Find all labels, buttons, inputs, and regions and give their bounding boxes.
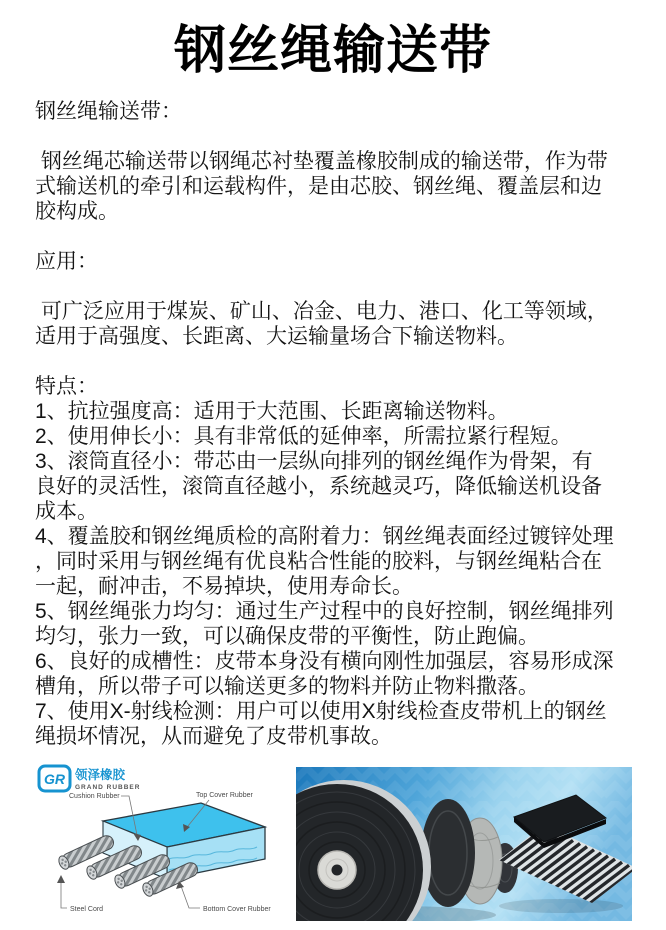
text-line: 钢丝绳芯输送带以钢绳芯衬垫覆盖橡胶制成的输送带，作为带 — [35, 150, 608, 173]
belt-structure-diagram-image — [33, 763, 288, 925]
diagram-label-cushion-rubber: Cushion Rubber — [69, 793, 120, 800]
text-line: 胶构成。 — [35, 200, 119, 223]
application-label — [35, 249, 643, 274]
text-line: 7、使用X-射线检测：用户可以使用X射线检查皮带机上的钢丝 — [35, 700, 607, 723]
text-line: 绳损坏情况，从而避免了皮带机事故。 — [35, 725, 392, 748]
logo-english-name: GRAND RUBBER — [75, 784, 141, 791]
text-line: ，同时采用与钢丝绳有优良粘合性能的胶料，与钢丝绳粘合在 — [35, 550, 602, 573]
text-line: 6、良好的成槽性：皮带本身没有横向刚性加强层，容易形成深 — [35, 650, 614, 673]
text-line: 应用： — [35, 250, 98, 273]
text-line: 2、使用伸长小：具有非常低的延伸率，所需拉紧行程短。 — [35, 425, 572, 448]
text-line: 3、滚筒直径小：带芯由一层纵向排列的钢丝绳作为骨架，有 — [35, 450, 593, 473]
text-line: 适用于高强度、长距离、大运输量场合下输送物料。 — [35, 325, 518, 348]
logo-monogram: GR — [44, 771, 65, 787]
text-line: 均匀，张力一致，可以确保皮带的平衡性，防止跑偏。 — [35, 625, 539, 648]
text-line: 特点： — [35, 375, 98, 398]
logo-chinese-name: 领泽橡胶 — [75, 768, 126, 782]
conveyor-belt-photo — [296, 767, 632, 921]
diagram-label-top-cover-rubber: Top Cover Rubber — [196, 792, 253, 799]
text-line: 1、抗拉强度高：适用于大范围、长距离输送物料。 — [35, 400, 509, 423]
text-line: 可广泛应用于煤炭、矿山、冶金、电力、港口、化工等领域， — [35, 300, 608, 323]
text-line: 钢丝绳输送带： — [35, 100, 182, 123]
images-row — [0, 763, 666, 923]
body-text — [35, 99, 643, 749]
intro-label — [35, 99, 643, 124]
grand-rubber-logo-icon — [39, 766, 140, 791]
text-line: 槽角，所以带子可以输送更多的物料并防止物料撒落。 — [35, 675, 539, 698]
text-line: 式输送机的牵引和运载构件，是由芯胶、钢丝绳、覆盖层和边 — [35, 175, 602, 198]
text-line: 一起，耐冲击，不易掉块，使用寿命长。 — [35, 575, 413, 598]
text-line: 良好的灵活性，滚筒直径越小，系统越灵巧，降低输送机设备 — [35, 475, 602, 498]
text-line: 成本。 — [35, 500, 98, 523]
page-title: 钢丝绳输送带 — [173, 22, 492, 80]
intro-paragraph — [35, 149, 643, 224]
diagram-label-steel-cord: Steel Cord — [70, 906, 104, 913]
text-line: 5、钢丝绳张力均匀：通过生产过程中的良好控制，钢丝绳排列 — [35, 600, 614, 623]
application-paragraph — [35, 299, 643, 349]
features-list — [35, 374, 643, 749]
diagram-label-bottom-cover-rubber: Bottom Cover Rubber — [203, 906, 271, 913]
belt-structure-diagram — [33, 763, 288, 920]
text-line: 4、覆盖胶和钢丝绳质检的高附着力：钢丝绳表面经过镀锌处理 — [35, 525, 614, 548]
conveyor-belt-photo-image — [296, 767, 632, 926]
